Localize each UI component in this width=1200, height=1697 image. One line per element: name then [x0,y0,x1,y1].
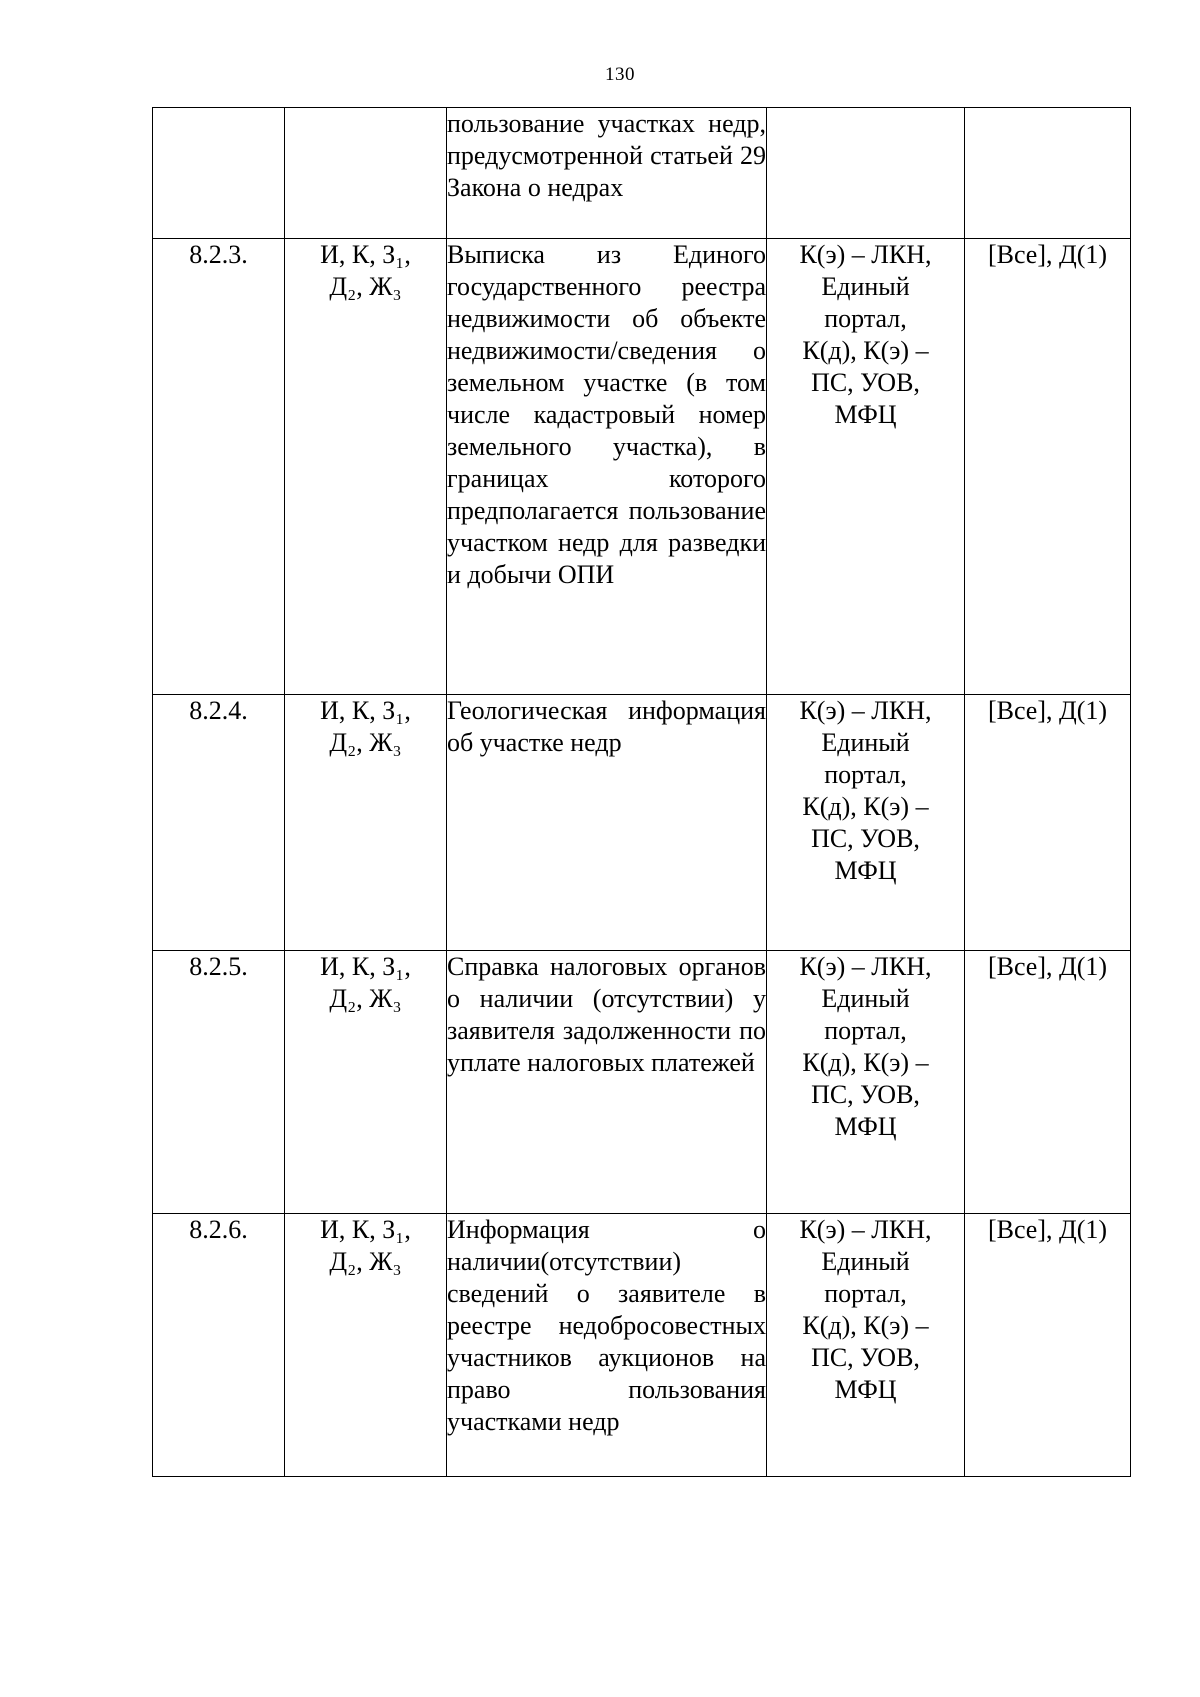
document-description [447,239,767,695]
applicant-codes-line-2: Д₂, Ж₃ [329,984,402,1013]
submission-channel-line: МФЦ [834,1112,897,1141]
table-row [153,108,1131,239]
applicant-codes [285,239,447,695]
submission-channel-line: Единый [821,1247,910,1276]
submission-channel-line: К(д), К(э) – [802,336,929,365]
submission-channel-line: портал, [824,1016,907,1045]
document-description-text: Геологическая информация об участке недр [447,696,766,757]
row-number [153,108,285,239]
document-description [447,108,767,239]
document-description-text: Справка налоговых органов о наличии (отсутствии) у заявителя задолженности по уплате налоговых платежей [447,952,766,1077]
row-number: 8.2.5. [153,951,285,1214]
table-row [153,951,1131,1214]
table-row [153,1214,1131,1477]
applicant-codes-line-1: И, К, З₁, [320,1215,411,1244]
submission-channels [767,1214,965,1477]
submission-channel-line: К(д), К(э) – [802,1048,929,1077]
page-number: 130 [605,64,635,85]
applicant-codes-line-2: Д₂, Ж₃ [329,272,402,301]
result-code [965,108,1131,239]
applicant-codes [285,951,447,1214]
submission-channels [767,239,965,695]
submission-channel-line: ПС, УОВ, [811,1080,920,1109]
row-number: 8.2.4. [153,695,285,951]
submission-channel-line: Единый [821,984,910,1013]
document-description-text: Информация о наличии(отсутствии) сведений о заявителе в реестре недобросовестных участников аукционов на право пользования участками недр [447,1215,766,1436]
applicant-codes [285,108,447,239]
submission-channels [767,951,965,1214]
applicant-codes-line-2: Д₂, Ж₃ [329,728,402,757]
result-code: [Все], Д(1) [965,239,1131,695]
document-description-text: Выписка из Единого государственного реестра недвижимости об объекте недвижимости/сведения о земельном участке (в том числе кадастровый номер земельного участка), в границах которого предполагается пользование участком недр для разведки и добычи ОПИ [447,240,766,589]
submission-channel-line: ПС, УОВ, [811,1343,920,1372]
submission-channel-line: К(э) – ЛКН, [799,952,932,981]
submission-channel-line: К(д), К(э) – [802,792,929,821]
result-code: [Все], Д(1) [965,695,1131,951]
result-code: [Все], Д(1) [965,1214,1131,1477]
submission-channel-line: К(э) – ЛКН, [799,1215,932,1244]
submission-channel-line: МФЦ [834,400,897,429]
document-description [447,695,767,951]
applicant-codes-line-1: И, К, З₁, [320,240,411,269]
applicant-codes-line-1: И, К, З₁, [320,696,411,725]
submission-channel-line: портал, [824,304,907,333]
table-row [153,695,1131,951]
submission-channel-line: Единый [821,728,910,757]
applicant-codes-line-1: И, К, З₁, [320,952,411,981]
submission-channel-line: МФЦ [834,1375,897,1404]
submission-channels [767,108,965,239]
submission-channel-line: ПС, УОВ, [811,824,920,853]
submission-channel-line: Единый [821,272,910,301]
applicant-codes [285,1214,447,1477]
submission-channel-line: ПС, УОВ, [811,368,920,397]
document-description [447,951,767,1214]
submission-channel-line: К(э) – ЛКН, [799,240,932,269]
row-number: 8.2.3. [153,239,285,695]
table-row [153,239,1131,695]
submission-channel-line: портал, [824,760,907,789]
submission-channels [767,695,965,951]
submission-channel-line: МФЦ [834,856,897,885]
document-description-text: пользование участках недр, предусмотренной статьей 29 Закона о недрах [447,109,766,202]
row-number: 8.2.6. [153,1214,285,1477]
submission-channel-line: К(д), К(э) – [802,1311,929,1340]
result-code: [Все], Д(1) [965,951,1131,1214]
applicant-codes [285,695,447,951]
document-description [447,1214,767,1477]
submission-channel-line: портал, [824,1279,907,1308]
submission-channel-line: К(э) – ЛКН, [799,696,932,725]
applicant-codes-line-2: Д₂, Ж₃ [329,1247,402,1276]
documents-table [152,107,1131,1477]
